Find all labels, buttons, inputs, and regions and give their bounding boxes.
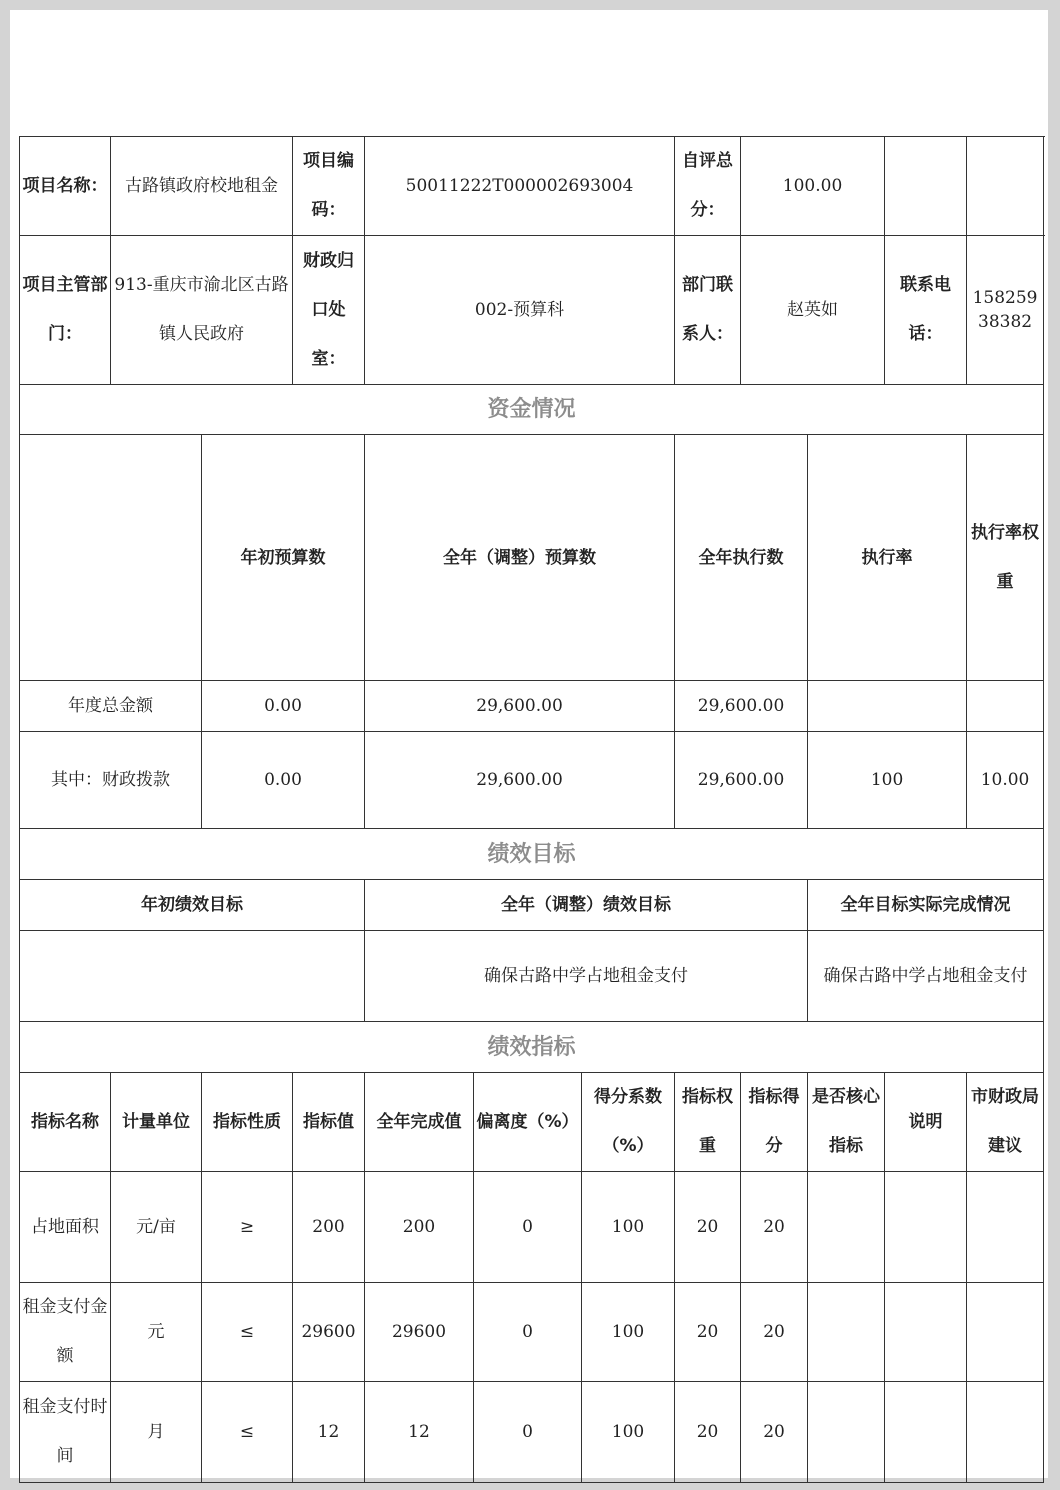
- funds-cell: 29,600.00: [675, 681, 808, 732]
- office-label: 财政归口处室：: [293, 236, 365, 385]
- phone-value: 15825938382: [967, 236, 1044, 385]
- indicator-cell: 12: [365, 1382, 474, 1483]
- indicator-cell: 200: [365, 1172, 474, 1283]
- funds-cell: 29,600.00: [675, 732, 808, 829]
- indicator-cell: 0: [474, 1382, 582, 1483]
- project-code-label: 项目编码：: [293, 137, 365, 236]
- indicator-cell: [808, 1382, 885, 1483]
- self-score-value: 100.00: [741, 137, 885, 236]
- project-name-label: 项目名称：: [20, 137, 111, 236]
- goals-header: 全年目标实际完成情况: [808, 880, 1044, 931]
- evaluation-table: [19, 136, 1044, 1483]
- evaluation-table-wrap: [19, 136, 1044, 1483]
- indicator-cell: [885, 1172, 967, 1283]
- funds-section-title: 资金情况: [20, 385, 1044, 435]
- indicator-cell: 20: [741, 1283, 808, 1382]
- funds-header-empty: [20, 435, 202, 681]
- indicator-cell: 20: [675, 1382, 741, 1483]
- indicator-cell: 200: [293, 1172, 365, 1283]
- goals-section-title: 绩效目标: [20, 829, 1044, 880]
- indicator-header: 是否核心指标: [808, 1073, 885, 1172]
- funds-cell: 0.00: [202, 681, 365, 732]
- funds-header: 执行率权重: [967, 435, 1044, 681]
- contact-value: 赵英如: [741, 236, 885, 385]
- indicator-cell: [885, 1382, 967, 1483]
- indicator-header: 全年完成值: [365, 1073, 474, 1172]
- goals-value-row: [20, 931, 1044, 1022]
- indicator-cell: ≤: [202, 1283, 293, 1382]
- funds-row: [20, 732, 1044, 829]
- indicator-cell: 29600: [365, 1283, 474, 1382]
- indicator-header: 说明: [885, 1073, 967, 1172]
- office-value: 002-预算科: [365, 236, 675, 385]
- info-row-1: [20, 137, 1044, 236]
- indicator-cell: [967, 1172, 1044, 1283]
- dept-value: 913-重庆市渝北区古路镇人民政府: [111, 236, 293, 385]
- self-score-label: 自评总分：: [675, 137, 741, 236]
- indicator-cell: 100: [582, 1283, 675, 1382]
- funds-cell: 100: [808, 732, 967, 829]
- funds-section-row: [20, 385, 1044, 435]
- goals-header-row: [20, 880, 1044, 931]
- goals-section-row: [20, 829, 1044, 880]
- indicator-cell: 20: [741, 1382, 808, 1483]
- indicator-header: 指标名称: [20, 1073, 111, 1172]
- indicator-cell: 占地面积: [20, 1172, 111, 1283]
- project-code-value: 50011222T000002693004: [365, 137, 675, 236]
- indicator-cell: 租金支付金额: [20, 1283, 111, 1382]
- indicator-cell: [885, 1283, 967, 1382]
- indicator-cell: 100: [582, 1382, 675, 1483]
- indicator-header: 得分系数（%）: [582, 1073, 675, 1172]
- dept-label: 项目主管部门：: [20, 236, 111, 385]
- funds-header: 执行率: [808, 435, 967, 681]
- indicator-cell: 20: [741, 1172, 808, 1283]
- indicator-header: 指标值: [293, 1073, 365, 1172]
- indicator-header: 计量单位: [111, 1073, 202, 1172]
- funds-cell: 10.00: [967, 732, 1044, 829]
- funds-cell: 其中：财政拨款: [20, 732, 202, 829]
- funds-row: [20, 681, 1044, 732]
- funds-cell: [808, 681, 967, 732]
- project-name-value: 古路镇政府校地租金: [111, 137, 293, 236]
- indicator-cell: 100: [582, 1172, 675, 1283]
- funds-cell: [967, 681, 1044, 732]
- funds-cell: 29,600.00: [365, 732, 675, 829]
- indicator-cell: [967, 1382, 1044, 1483]
- goals-header: 全年（调整）绩效目标: [365, 880, 808, 931]
- indicator-row: [20, 1172, 1044, 1283]
- indicator-cell: [967, 1283, 1044, 1382]
- indicator-cell: 月: [111, 1382, 202, 1483]
- indicator-cell: 0: [474, 1283, 582, 1382]
- indicators-header-row: [20, 1073, 1044, 1172]
- indicator-cell: 元/亩: [111, 1172, 202, 1283]
- goals-header: 年初绩效目标: [20, 880, 365, 931]
- contact-label: 部门联系人：: [675, 236, 741, 385]
- indicator-header: 偏离度（%）: [474, 1073, 582, 1172]
- info-row-2: [20, 236, 1044, 385]
- indicator-cell: 0: [474, 1172, 582, 1283]
- indicator-cell: [808, 1283, 885, 1382]
- indicator-cell: 20: [675, 1172, 741, 1283]
- goals-value: 确保古路中学占地租金支付: [808, 931, 1044, 1022]
- document-page: [10, 10, 1048, 1478]
- indicators-section-row: [20, 1022, 1044, 1073]
- goals-value: 确保古路中学占地租金支付: [365, 931, 808, 1022]
- indicator-header: 市财政局建议: [967, 1073, 1044, 1172]
- indicator-cell: 租金支付时间: [20, 1382, 111, 1483]
- funds-header: 全年执行数: [675, 435, 808, 681]
- funds-cell: 0.00: [202, 732, 365, 829]
- indicators-section-title: 绩效指标: [20, 1022, 1044, 1073]
- funds-header: 年初预算数: [202, 435, 365, 681]
- indicator-row: [20, 1382, 1044, 1483]
- funds-header: 全年（调整）预算数: [365, 435, 675, 681]
- indicator-header: 指标性质: [202, 1073, 293, 1172]
- empty-cell: [885, 137, 967, 236]
- indicator-cell: [808, 1172, 885, 1283]
- indicator-cell: ≥: [202, 1172, 293, 1283]
- indicator-row: [20, 1283, 1044, 1382]
- indicator-cell: 29600: [293, 1283, 365, 1382]
- indicator-header: 指标得分: [741, 1073, 808, 1172]
- goals-value: [20, 931, 365, 1022]
- indicator-cell: 元: [111, 1283, 202, 1382]
- indicator-cell: 20: [675, 1283, 741, 1382]
- indicator-cell: 12: [293, 1382, 365, 1483]
- funds-header-row: [20, 435, 1044, 681]
- funds-cell: 年度总金额: [20, 681, 202, 732]
- phone-label: 联系电话：: [885, 236, 967, 385]
- empty-cell: [967, 137, 1044, 236]
- indicator-cell: ≤: [202, 1382, 293, 1483]
- funds-cell: 29,600.00: [365, 681, 675, 732]
- indicator-header: 指标权重: [675, 1073, 741, 1172]
